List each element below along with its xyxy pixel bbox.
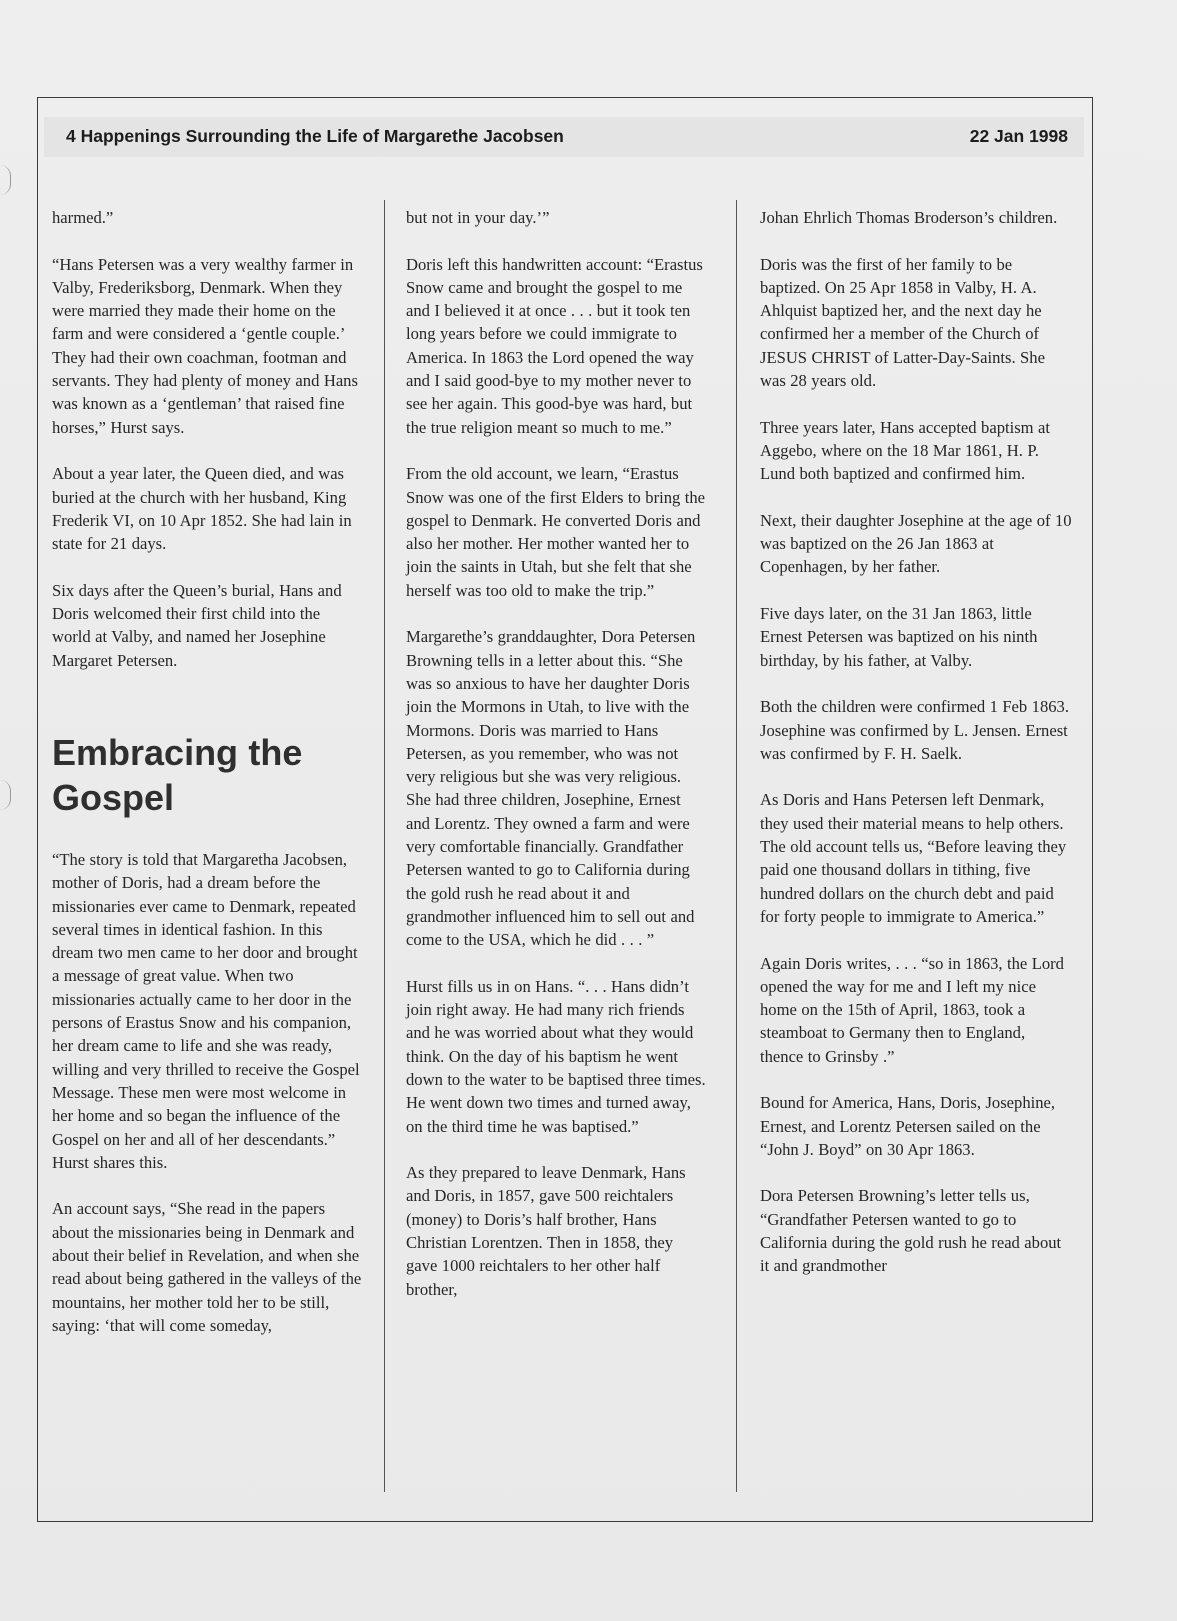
- paragraph: harmed.”: [52, 208, 114, 227]
- text-column-2: [406, 206, 706, 1324]
- paragraph: but not in your day.’”: [406, 208, 550, 227]
- binding-mark: [0, 165, 11, 195]
- paragraph: An account says, “She read in the papers about the missionaries being in Denmark and about their belief in Revelation, and when she read about being gathered in the valleys of the mountains, her mother told her to be still, saying: ‘that will come someday,: [52, 1199, 362, 1335]
- binding-mark: [0, 780, 11, 810]
- paragraph: “Hans Petersen was a very wealthy farmer in Valby, Frederiksborg, Denmark. When they were married they made their home on the farm and were considered a ‘gentle couple.’ They had their own coachman, footman and servants. They had plenty of money and Hans was known as a ‘gentleman’ that raised fine horses,” Hurst says.: [52, 254, 358, 437]
- running-header-date: 22 Jan 1998: [969, 126, 1068, 146]
- paragraph: As they prepared to leave Denmark, Hans and Doris, in 1857, gave 500 reichtalers (money) to Doris’s half brother, Hans Christian Lorentzen. Then in 1858, they gave 1000 reichtalers to her other half brother,: [406, 1163, 686, 1299]
- section-heading: Embracing the Gospel: [52, 731, 303, 818]
- paragraph: About a year later, the Queen died, and was buried at the church with her husband, King Frederik VI, on 10 Apr 1852. She had lain in state for 21 days.: [52, 464, 352, 554]
- paragraph: Doris was the first of her family to be baptized. On 25 Apr 1858 in Valby, H. A. Ahlquist baptized her, and the next day he confirmed her a member of the Church of JESUS CHRIST of Latter-Day-Saints. She was 28 years old.: [760, 254, 1045, 391]
- paragraph: Three years later, Hans accepted baptism at Aggebo, where on the 18 Mar 1861, H. P. Lund both baptized and confirmed him.: [760, 417, 1051, 484]
- paragraph: Doris left this handwritten account: “Erastus Snow came and brought the gospel to me and I believed it at once . . . but it took ten long years before we could immigrate to America. In 1863 the Lord opened the way and I said good-bye to my mother never to see her again. This good-bye was hard, but the true religion meant so much to me.”: [406, 254, 703, 437]
- paragraph: Dora Petersen Browning’s letter tells us, “Grandfather Petersen wanted to go to California during the gold rush he read about it and grandmother: [760, 1186, 1062, 1276]
- column-divider: [736, 200, 737, 1492]
- paragraph: Next, their daughter Josephine at the age of 10 was baptized on the 26 Jan 1863 at Copenhagen, by her father.: [760, 510, 1072, 577]
- paragraph: Hurst fills us in on Hans. “. . . Hans didn’t join right away. He had many rich friends and he was worried about what they would think. On the day of his baptism he went down to the water to be baptised three times. He went down two times and turned away, on the third time he was baptised.”: [406, 976, 706, 1136]
- text-column-3: [760, 206, 1072, 1301]
- paragraph: From the old account, we learn, “Erastus Snow was one of the first Elders to bring the gospel to Denmark. He converted Doris and also her mother. Her mother wanted her to join the saints in Utah, but she felt that she herself was too old to make the trip.”: [406, 464, 706, 600]
- paragraph: Johan Ehrlich Thomas Broderson’s children.: [760, 208, 1058, 227]
- paragraph: Bound for America, Hans, Doris, Josephine, Ernest, and Lorentz Petersen sailed on the “John J. Boyd” on 30 Apr 1863.: [760, 1093, 1056, 1159]
- paragraph: Again Doris writes, . . . “so in 1863, the Lord opened the way for me and I left my nice home on the 15th of April, 1863, took a steamboat to Germany then to England, thence to Grinsby .”: [760, 953, 1064, 1066]
- paragraph: Margarethe’s granddaughter, Dora Petersen Browning tells in a letter about this. “She was so anxious to have her daughter Doris join the Mormons in Utah, to live with the Mormons. Doris was married to Hans Petersen, as you remember, who was not very religious but she was very religious. She had three children, Josephine, Ernest and Lorentz. They owned a farm and were very comfortable financially. Grandfather Petersen wanted to go to California during the gold rush he read about it and grandmother influenced him to sell out and come to the USA, which he did . . . ”: [406, 627, 696, 950]
- paragraph: “The story is told that Margaretha Jacobsen, mother of Doris, had a dream before the missionaries ever came to Denmark, repeated several times in identical fashion. In this dream two men came to her door and brought a message of great value. When two missionaries actually came to her door in the persons of Erastus Snow and his companion, her dream came to life and she was ready, willing and very thrilled to receive the Gospel Message. These men were most welcome in her home and so began the influence of the Gospel on her and all of her descendants.” Hurst shares this.: [52, 849, 360, 1172]
- column-divider: [384, 200, 385, 1492]
- text-column-1: [52, 206, 362, 1360]
- paragraph: Five days later, on the 31 Jan 1863, little Ernest Petersen was baptized on his ninth birthday, by his father, at Valby.: [760, 604, 1038, 670]
- running-header-title: 4 Happenings Surrounding the Life of Margarethe Jacobsen: [66, 126, 564, 146]
- paragraph: Both the children were confirmed 1 Feb 1863. Josephine was confirmed by L. Jensen. Ernest was confirmed by F. H. Saelk.: [760, 697, 1070, 763]
- paragraph: Six days after the Queen’s burial, Hans and Doris welcomed their first child into the world at Valby, and named her Josephine Margaret Petersen.: [52, 580, 342, 670]
- paragraph: As Doris and Hans Petersen left Denmark, they used their material means to help others. The old account tells us, “Before leaving they paid one thousand dollars in tithing, five hundred dollars on the church debt and paid for forty people to immigrate to America.”: [760, 790, 1067, 926]
